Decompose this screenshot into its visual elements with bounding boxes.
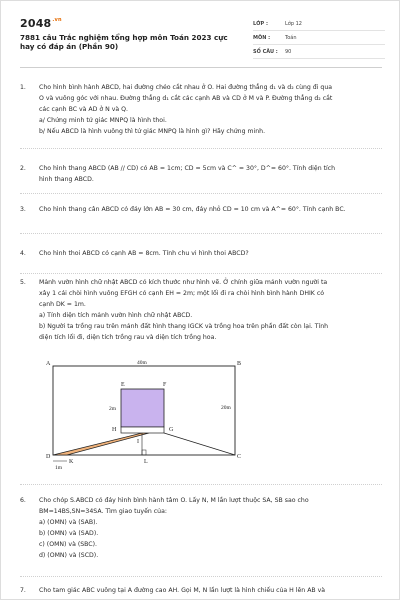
question-3: 3. Cho hình thang cân ABCD có đáy lớn AB = 30 cm, đáy nhỏ CD = 10 cm và A^= 60°. Tính cạnh BC. [20,204,378,215]
question-text: Cho hình thoi ABCD có cạnh AB = 8cm. Tính chu vi hình thoi ABCD? [39,250,249,257]
question-text: Cho hình thang cân ABCD có đáy lớn AB = 30 cm, đáy nhỏ CD = 10 cm và A^= 60°. Tính cạnh BC. [39,206,346,213]
question-6: 6. Cho chóp S.ABCD có đáy hình bình hành tâm O. Lấy N, M lần lượt thuộc SA, SB sao cho BM=14BS,SN=34SA. Tìm giao tuyến của: a) (OMN) và (SAB). b) (OMN) và (SAD). c) (OMN) và (SBC). d) (OMN) và (SCD). [20,495,378,561]
garden-diagram [41,357,251,472]
hut-base [121,427,164,433]
question-5: 5. Mảnh vườn hình chữ nhật ABCD có kích thước như hình vẽ. Ở chính giữa mảnh vườn người ta xây 1 cái chòi hình vuông EFGH có cạnh EH = 2m; một lối đi ra chòi hình bình hành DHIK có cạnh DK = 1m. a) Tính diện tích mảnh vườn hình chữ nhật ABCD. b) Người ta trồng rau trên mảnh đất hình thang IGCK và trồng hoa trên phần đất còn lại. Tính diện tích lối đi, diện tích trồng rau và diện tích trồng hoa. [20,277,378,343]
divider [20,193,382,194]
label-b: B [237,361,242,367]
divider [20,233,382,234]
meta-row-count: SỐ CÂU : 90 [253,45,385,59]
question-4: 4. Cho hình thoi ABCD có cạnh AB = 8cm. Tính chu vi hình thoi ABCD? [20,248,378,259]
site-logo[interactable]: $2048^{.vn}$ [20,17,62,30]
label-right-len: 20m [221,405,231,411]
label-g: G [169,427,174,433]
line-gc [164,433,235,455]
header-divider [20,67,382,68]
label-i: I [137,439,139,445]
divider [20,484,382,485]
label-top-len: 40m [137,360,147,366]
label-e: E [121,382,125,388]
question-text: Cho hình thang ABCD (AB // CD) có AB = 1cm; CD = 5cm và C^ = 30°, D^= 60°. Tính diện tích hình thang ABCD. [39,165,336,183]
question-7: 7. Cho tam giác ABC vuông tại A đường cao AH. Gọi M, N lần lượt là hình chiếu của H lên AB và [20,585,378,596]
label-k: K [69,459,74,465]
right-angle-mark [142,450,146,455]
hut-square [121,389,164,427]
divider [20,576,382,577]
meta-row-subject: MÔN : Toán [253,31,385,45]
label-f: F [163,382,167,388]
label-h: H [112,427,117,433]
label-c: C [237,454,242,460]
question-text: Cho tam giác ABC vuông tại A đường cao AH. Gọi M, N lần lượt là hình chiếu của H lên AB và [39,587,326,594]
label-dk-len: 1m [55,465,63,471]
question-text: Cho hình bình hành ABCD, hai đường chéo cắt nhau ở O. Hai đường thẳng d₁ và d₂ cùng đi qua O và vuông góc với nhau. Đường thẳng d₁ cắt các cạnh AB và CD ở M và P. Đường thẳng d₂ cắt các cạnh BC và AD ở N và Q. a/ Chứng minh tứ giác MNPQ là hình thoi. b/ Nếu ABCD là hình vuông thì tứ giác MNPQ là hình gì? Hãy chứng minh. [39,84,333,135]
divider [20,273,382,274]
meta-row-class: LỚP : Lớp 12 [253,17,385,31]
question-1: 1. Cho hình bình hành ABCD, hai đường chéo cắt nhau ở O. Hai đường thẳng d₁ và d₂ cùng đi qua O và vuông góc với nhau. Đường thẳng d₁ cắt các cạnh AB và CD ở M và P. Đường thẳng d₂ cắt các cạnh BC và AD ở N và Q. a/ Chứng minh tứ giác MNPQ là hình thoi. b/ Nếu ABCD là hình vuông thì tứ giác MNPQ là hình gì? Hãy chứng minh. [20,82,378,137]
meta-panel [253,17,385,59]
question-2: 2. Cho hình thang ABCD (AB // CD) có AB = 1cm; CD = 5cm và C^ = 30°, D^= 60°. Tính diện tích hình thang ABCD. [20,163,378,185]
page-title: 7881 câu Trắc nghiệm tổng hợp môn Toán 2023 cực hay có đáp án (Phần 90) [20,33,228,51]
label-d: D [46,454,51,460]
divider [20,148,382,149]
label-a: A [46,361,51,367]
label-side-len: 2m [109,406,117,412]
question-text: Cho chóp S.ABCD có đáy hình bình hành tâm O. Lấy N, M lần lượt thuộc SA, SB sao cho BM=14BS,SN=34SA. Tìm giao tuyến của: a) (OMN) và (SAB). b) (OMN) và (SAD). c) (OMN) và (SBC). d) (OMN) và (SCD). [39,497,309,559]
question-text: Mảnh vườn hình chữ nhật ABCD có kích thước như hình vẽ. Ở chính giữa mảnh vườn người ta xây 1 cái chòi hình vuông EFGH có cạnh EH = 2m; một lối đi ra chòi hình bình hành DHIK có cạnh DK = 1m. a) Tính diện tích mảnh vườn hình chữ nhật ABCD. b) Người ta trồng rau trên mảnh đất hình thang IGCK và trồng hoa trên phần đất còn lại. Tính diện tích lối đi, diện tích trồng rau và diện tích trồng hoa. [39,279,329,341]
garden-figure [41,357,251,472]
walkway [53,433,149,455]
label-l: L [144,459,148,465]
